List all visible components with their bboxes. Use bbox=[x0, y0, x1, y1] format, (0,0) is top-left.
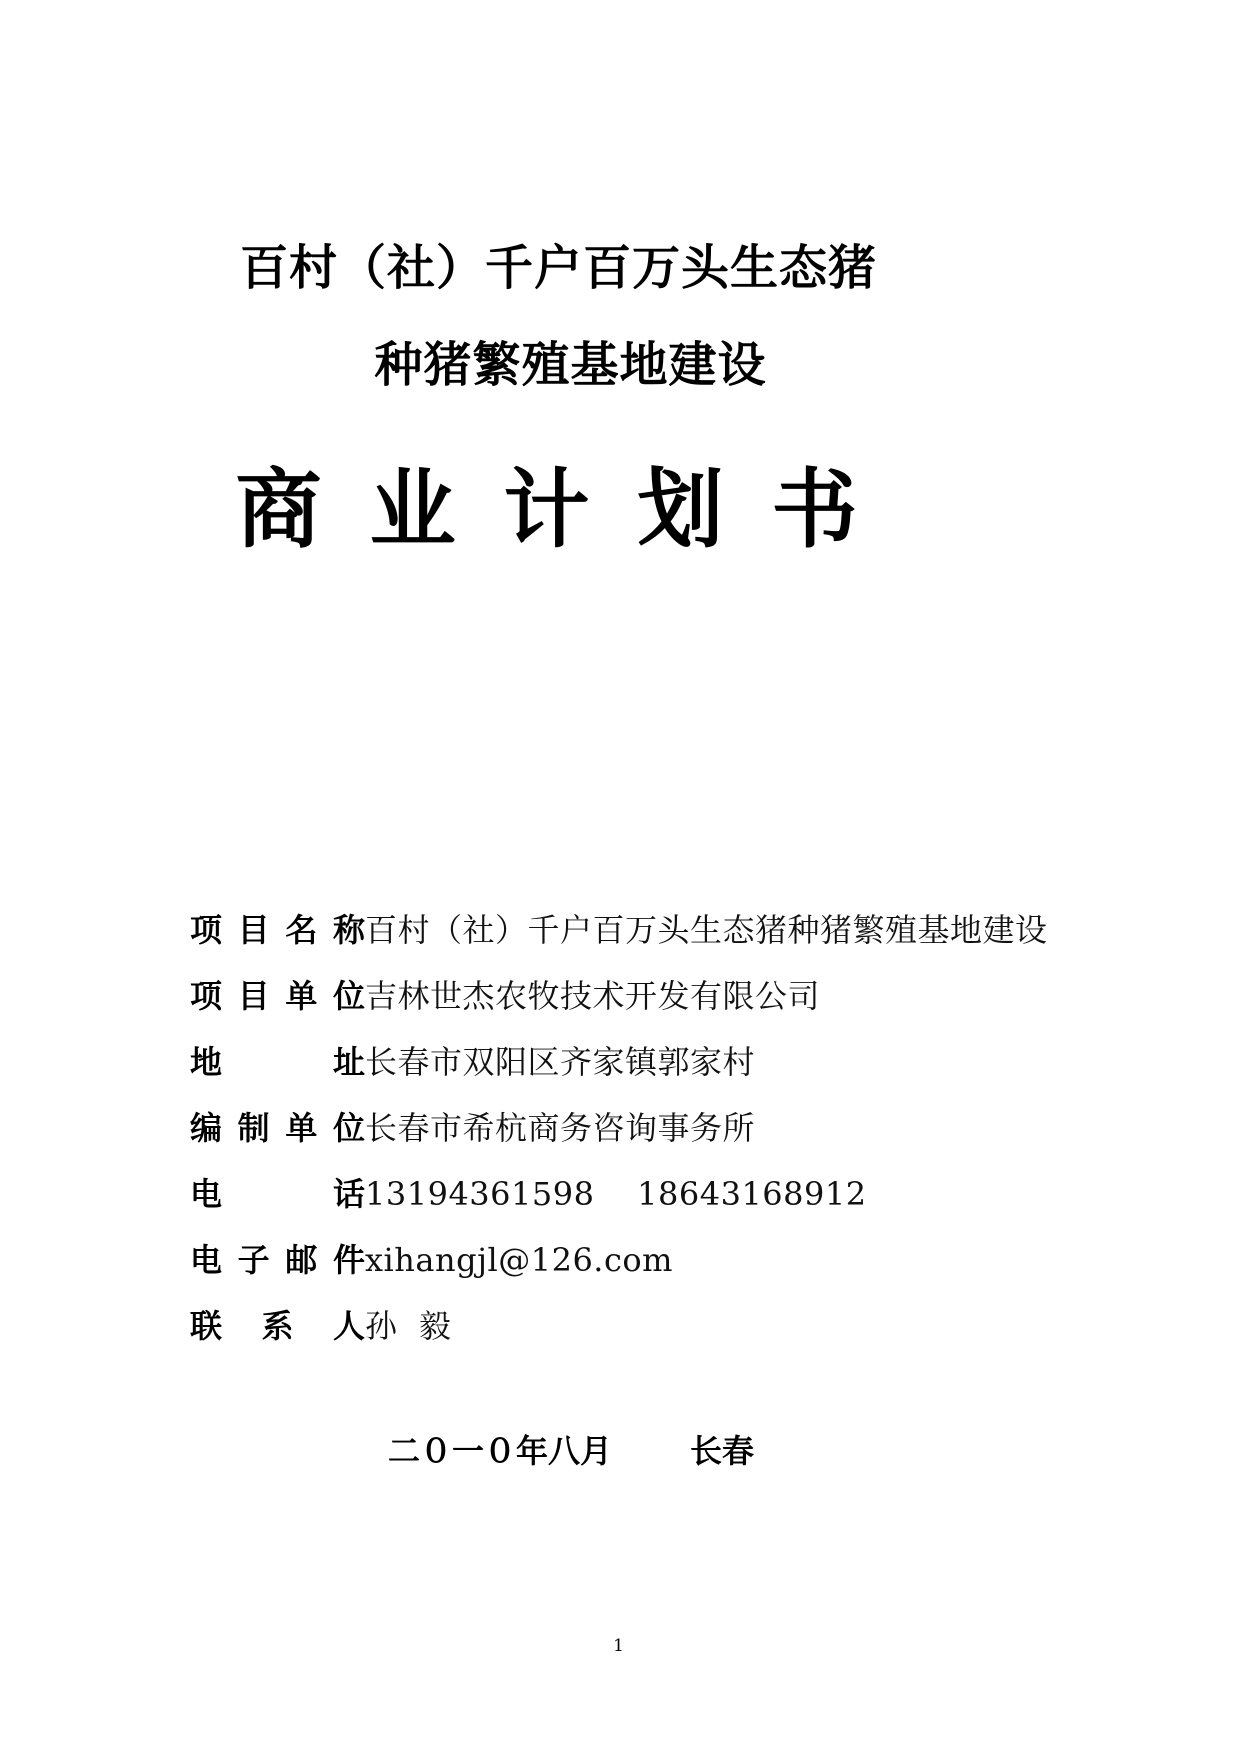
info-label: 项目名称 bbox=[190, 911, 365, 949]
info-row-email bbox=[190, 1235, 1090, 1301]
info-value: 13194361598 18643168912 bbox=[365, 1175, 867, 1213]
info-value: xihangjl@126.com bbox=[365, 1241, 673, 1279]
info-label: 联系人 bbox=[190, 1307, 365, 1345]
info-value: 吉林世杰农牧技术开发有限公司 bbox=[365, 977, 821, 1015]
info-value: 长春市双阳区齐家镇郭家村 bbox=[365, 1043, 756, 1081]
info-row-phone bbox=[190, 1169, 1090, 1235]
title-line-1: 百村（社）千户百万头生态猪 bbox=[239, 240, 877, 296]
info-row-compiler bbox=[190, 1103, 1090, 1169]
page-number: 1 bbox=[613, 1636, 624, 1656]
info-value: 百村（社）千户百万头生态猪种猪繁殖基地建设 bbox=[365, 911, 1048, 949]
info-label: 项目单位 bbox=[190, 977, 365, 1015]
info-label: 电子邮件 bbox=[190, 1241, 365, 1279]
info-row-contact bbox=[190, 1301, 1090, 1367]
info-row-address bbox=[190, 1037, 1090, 1103]
document-type-heading: 商业计划书 bbox=[235, 460, 906, 560]
info-label: 地址 bbox=[190, 1043, 365, 1081]
info-value: 孙 毅 bbox=[365, 1307, 452, 1345]
info-row-project-name bbox=[190, 905, 1090, 971]
date-location-line: 二０一０年八月 长春 bbox=[388, 1432, 754, 1470]
title-line-2: 种猪繁殖基地建设 bbox=[374, 337, 767, 393]
project-info-block bbox=[190, 905, 1090, 1367]
info-label: 电话 bbox=[190, 1175, 365, 1213]
info-label: 编制单位 bbox=[190, 1109, 365, 1147]
info-row-project-unit bbox=[190, 971, 1090, 1037]
info-value: 长春市希杭商务咨询事务所 bbox=[365, 1109, 756, 1147]
